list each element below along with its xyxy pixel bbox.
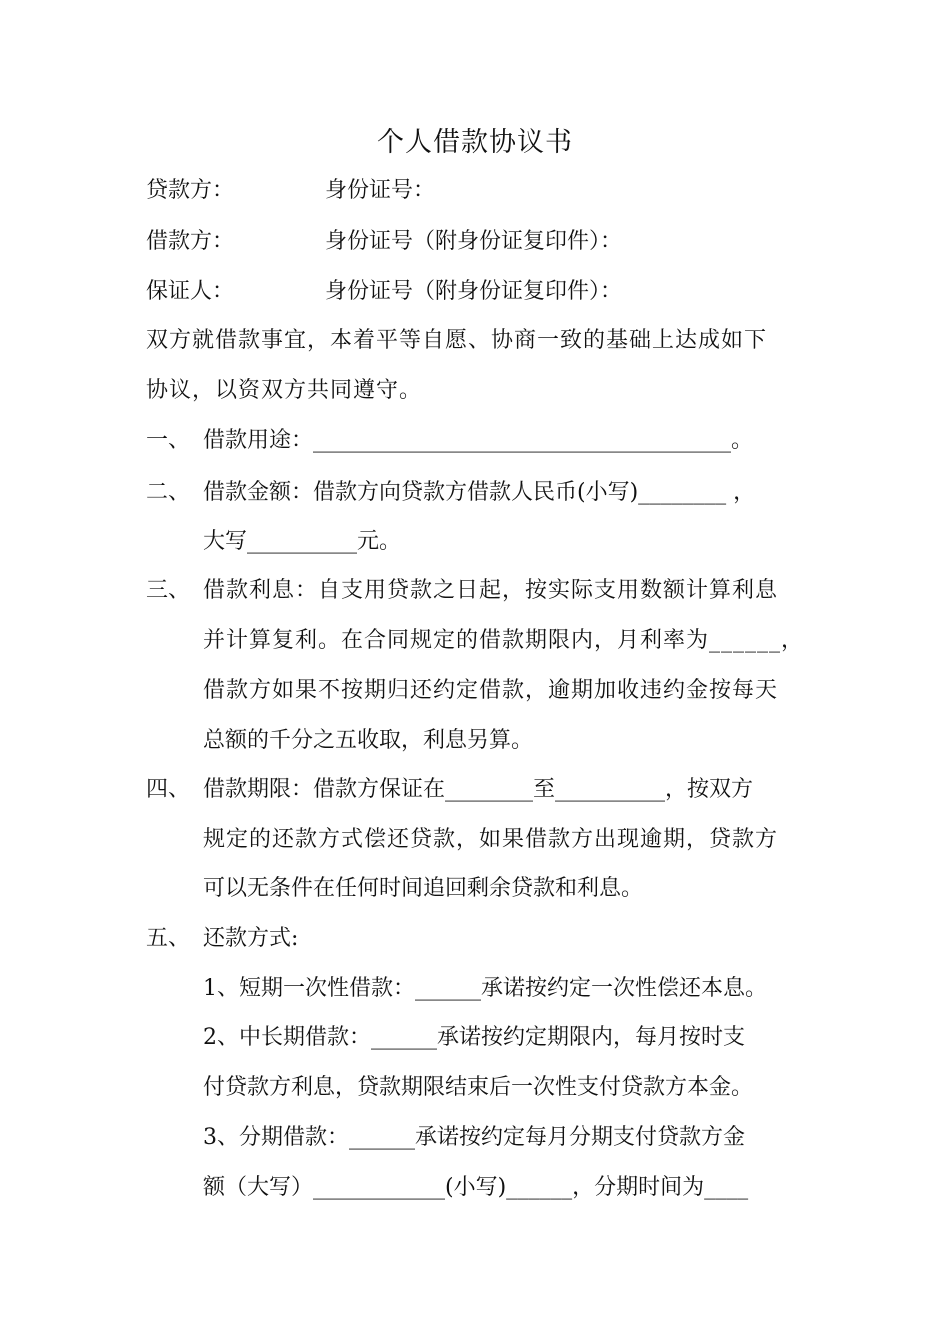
section-line: 借款利息：自支用贷款之日起，按实际支用数额计算利息 xyxy=(203,578,779,603)
repayment-line: 付贷款方利息，贷款期限结束后一次性支付贷款方本金。 xyxy=(203,1075,754,1100)
section-line: 总额的千分之五收取，利息另算。 xyxy=(203,728,534,753)
guarantor-id-label: 身份证号（附身份证复印件）： xyxy=(325,279,623,304)
section-number: 二、 xyxy=(146,480,191,505)
section-number: 四、 xyxy=(146,777,191,802)
intro-line-1: 双方就借款事宜，本着平等自愿、协商一致的基础上达成如下 xyxy=(146,328,768,353)
repayment-line: 1、短期一次性借款：______承诺按约定一次性偿还本息。 xyxy=(203,976,767,1001)
intro-line-2: 协议，以资双方共同遵守。 xyxy=(146,378,423,403)
section-line: 借款方如果不按期归还约定借款，逾期加收违约金按每天 xyxy=(203,678,779,703)
borrower-label: 借款方： xyxy=(146,229,235,254)
section-line: 借款期限：借款方保证在________至__________，按双方 xyxy=(203,777,754,802)
lender-label: 贷款方： xyxy=(146,178,235,203)
repayment-line: 2、中长期借款：______承诺按约定期限内，每月按时支 xyxy=(203,1025,745,1050)
section-line: 规定的还款方式偿还贷款，如果借款方出现逾期，贷款方 xyxy=(203,827,779,852)
section-line: 借款金额：借款方向贷款方借款人民币(小写)________ ， xyxy=(203,480,756,505)
section-line: 借款用途：______________________________________。 xyxy=(203,428,754,453)
section-number: 五、 xyxy=(146,926,191,951)
section-line: 大写__________元。 xyxy=(203,529,402,554)
section-line: 还款方式: xyxy=(203,926,299,951)
document-title: 个人借款协议书 xyxy=(377,127,573,158)
guarantor-label: 保证人： xyxy=(146,279,235,304)
section-number: 一、 xyxy=(146,428,191,453)
lender-id-label: 身份证号： xyxy=(325,178,436,203)
section-line: 可以无条件在任何时间追回剩余贷款和利息。 xyxy=(203,876,644,901)
section-number: 三、 xyxy=(146,578,191,603)
section-line: 并计算复利。在合同规定的借款期限内，月利率为______， xyxy=(203,628,805,653)
repayment-line: 额（大写）____________(小写)______，分期时间为____ xyxy=(203,1175,749,1200)
borrower-id-label: 身份证号（附身份证复印件）： xyxy=(325,229,623,254)
repayment-line: 3、分期借款：______承诺按约定每月分期支付贷款方金 xyxy=(203,1125,745,1150)
